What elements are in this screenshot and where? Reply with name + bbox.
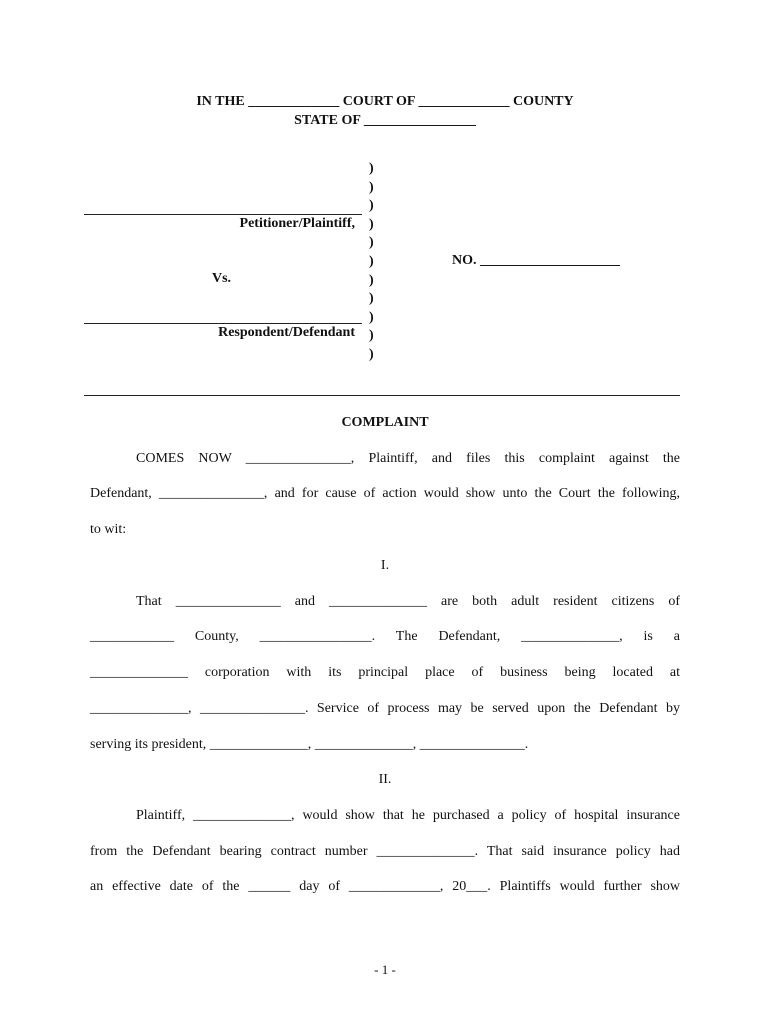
section-heading: I. <box>380 558 390 573</box>
paragraph-line: Defendant, _______________, and for cause of action would show unto the Court the following, <box>90 486 680 501</box>
caption-paren: ) <box>369 309 374 325</box>
paragraph-line: serving its president, ______________, ______________, _______________. <box>90 737 529 752</box>
caption-paren: ) <box>369 161 374 176</box>
paragraph-line: That _______________ and ______________ are both adult resident citizens of <box>136 594 680 609</box>
caption-paren: ) <box>369 253 374 269</box>
document-title: COMPLAINT <box>341 415 429 430</box>
caption-paren: ) <box>369 235 374 251</box>
section-heading: II. <box>378 772 392 787</box>
caption-paren: ) <box>369 328 374 344</box>
paragraph-line: Plaintiff, ______________, would show that he purchased a policy of hospital insurance <box>136 808 680 823</box>
paragraph-line: an effective date of the ______ day of _____________, 20___. Plaintiffs would further show <box>90 879 680 894</box>
paragraph-line: ______________ corporation with its principal place of business being located at <box>90 665 680 680</box>
paragraph-line: ____________ County, ________________. The Defendant, ______________, is a <box>90 629 680 644</box>
respondent-label: Respondent/Defendant <box>218 325 355 340</box>
respondent-name-line <box>84 323 362 324</box>
caption-paren: ) <box>369 179 374 195</box>
paragraph-line: COMES NOW _______________, Plaintiff, and files this complaint against the <box>136 451 680 466</box>
versus-label: Vs. <box>212 271 232 286</box>
paragraph-line: ______________, _______________. Service of process may be served upon the Defendant by <box>90 701 680 716</box>
caption-paren: ) <box>369 291 374 307</box>
paragraph-line: to wit: <box>90 522 127 537</box>
caption-paren: ) <box>369 346 374 362</box>
paragraph-line: from the Defendant bearing contract number ______________. That said insurance policy had <box>90 844 680 859</box>
caption-paren: ) <box>369 198 374 214</box>
court-header-line: IN THE _____________ COURT OF _____________ COUNTY <box>196 94 574 109</box>
caption-parenthesis-column <box>369 160 379 365</box>
petitioner-name-line <box>84 214 362 215</box>
case-number-field: NO. ____________________ <box>452 253 620 268</box>
caption-divider <box>84 395 680 396</box>
page-number: - 1 - <box>374 962 396 977</box>
caption-paren: ) <box>369 272 374 288</box>
state-header-line: STATE OF ________________ <box>294 113 476 128</box>
petitioner-label: Petitioner/Plaintiff, <box>239 216 355 231</box>
caption-paren: ) <box>369 216 374 232</box>
